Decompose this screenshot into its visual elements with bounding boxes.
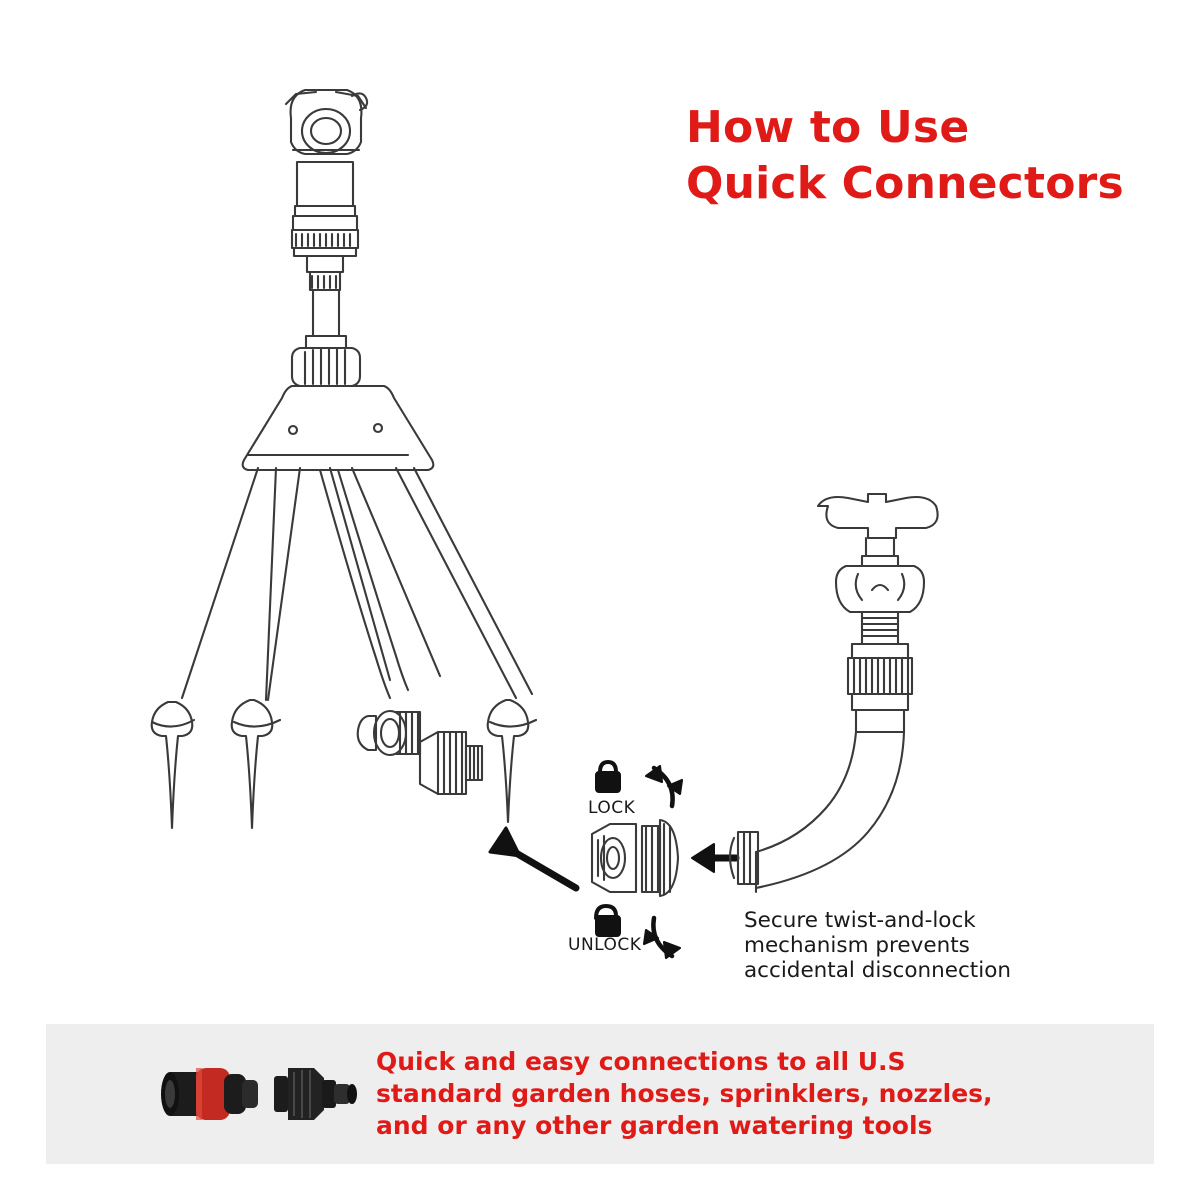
product-illustrations bbox=[46, 1024, 376, 1164]
bottom-banner bbox=[46, 1024, 1154, 1164]
caption-line-1: Secure twist-and-lock bbox=[744, 908, 976, 933]
lock-indicator bbox=[596, 762, 620, 792]
lock-label: LOCK bbox=[588, 798, 636, 818]
title-line-1: How to Use bbox=[686, 102, 970, 153]
hose-elbow bbox=[730, 732, 904, 892]
quick-connector-assembly-left bbox=[358, 711, 482, 794]
sprinkler-collar bbox=[292, 162, 358, 348]
black-hose-adapter bbox=[274, 1068, 357, 1120]
caption-line-2: mechanism prevents bbox=[744, 933, 970, 958]
sprinkler-base bbox=[243, 348, 434, 470]
title-line-2: Quick Connectors bbox=[686, 158, 1124, 209]
banner-product-photos bbox=[46, 1024, 376, 1164]
secure-mechanism-caption bbox=[744, 908, 1064, 983]
banner-line-1: Quick and easy connections to all U.S bbox=[376, 1047, 906, 1076]
unlock-indicator bbox=[596, 906, 620, 936]
connect-arrow bbox=[490, 828, 576, 888]
banner-text bbox=[376, 1046, 1154, 1142]
sprinkler-head bbox=[286, 90, 367, 162]
caption-line-3: accidental disconnection bbox=[744, 958, 1011, 983]
outdoor-faucet bbox=[818, 494, 938, 732]
center-quick-connector bbox=[592, 820, 678, 896]
banner-line-2: standard garden hoses, sprinklers, nozzles, bbox=[376, 1079, 993, 1108]
unlock-rotation-arrow bbox=[644, 918, 680, 958]
unlock-label: UNLOCK bbox=[568, 935, 642, 955]
banner-line-3: and or any other garden watering tools bbox=[376, 1111, 933, 1140]
tripod-sprinkler bbox=[152, 90, 536, 828]
red-black-quick-connector bbox=[161, 1068, 258, 1120]
lock-rotation-arrow bbox=[646, 766, 682, 806]
